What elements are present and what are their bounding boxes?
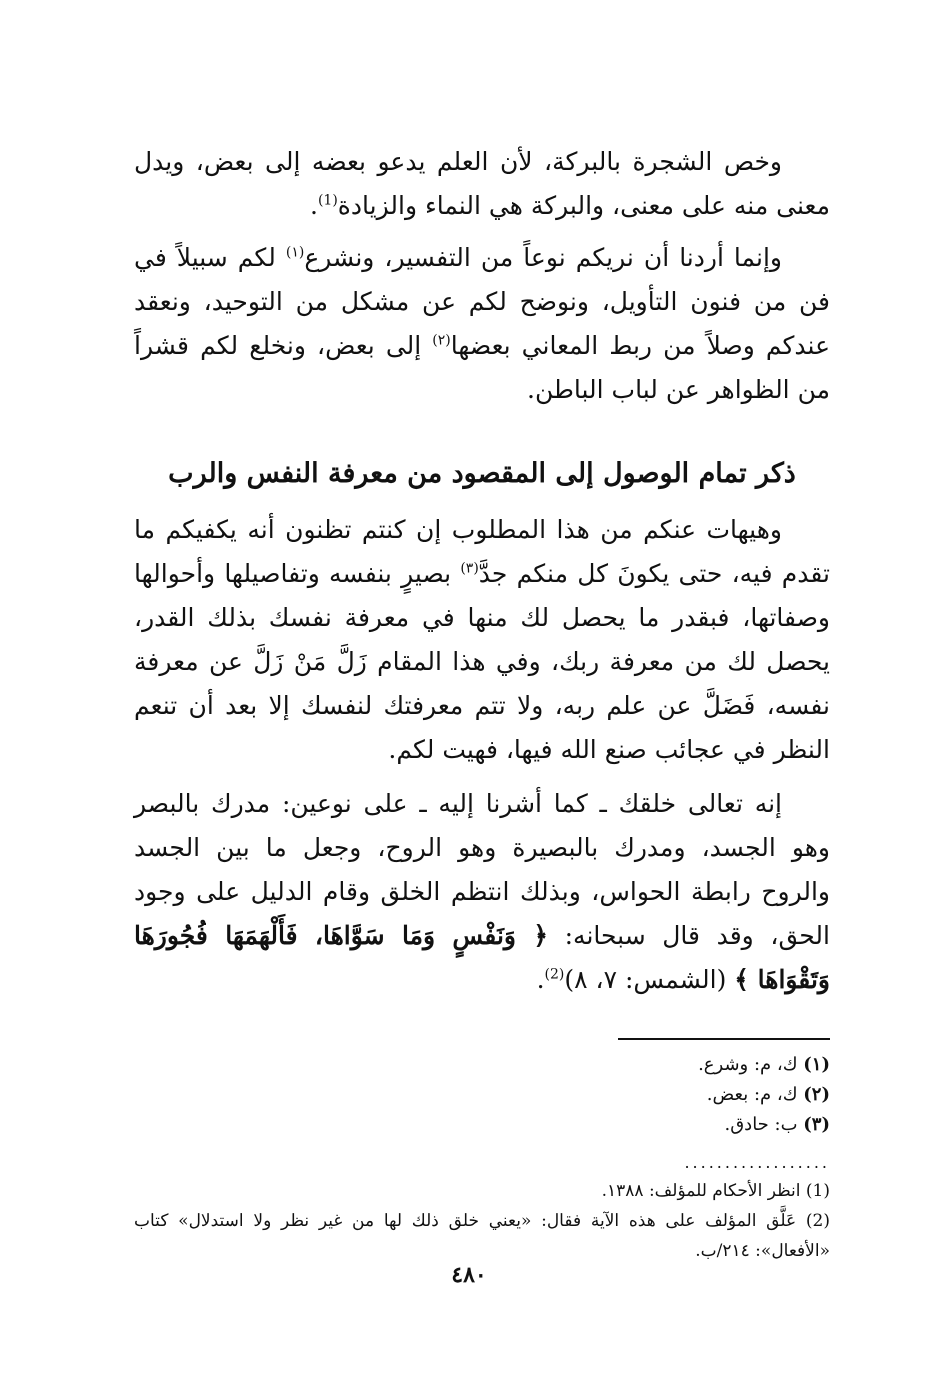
footnote-ref: (٢) — [432, 332, 451, 349]
footnote-ref: (1) — [317, 192, 338, 209]
footnote-text: ك، م: وشرع. — [698, 1054, 804, 1075]
verse-citation: (الشمس: ٧، ٨) — [564, 965, 735, 994]
paragraph-2 — [134, 236, 830, 412]
dotted-separator: .................. — [684, 1154, 830, 1172]
page-number: ٤٨٠ — [451, 1262, 487, 1288]
quran-verse: ﴿ وَنَفْسٍ وَمَا سَوَّاهَا، فَأَلْهَمَهَا فُجُورَهَا وَتَقْوَاهَا ﴾ — [134, 921, 830, 994]
paragraph-4 — [134, 782, 830, 1002]
author-footnote: (1) انظر الأحكام للمؤلف: ١٣٨٨. — [601, 1181, 830, 1201]
paragraph-4-text: إنه تعالى خلقك ـ كما أشرنا إليه ـ على نوعين: مدرك بالبصر وهو الجسد، ومدرك بالبصيرة وهو الروح، وجعل ما بين الجسد والروح رابطة الحواس، وبذلك انتظم الخلق وقام الدليل على وجود الحق، وقد قال سبحانه: — [134, 789, 830, 950]
section-heading: ذكر تمام الوصول إلى المقصود من معرفة النفس والرب — [168, 458, 796, 489]
footnote-text: ك، م: بعض. — [706, 1084, 804, 1105]
footnote-number: (١) — [803, 1054, 830, 1075]
footnote-ref: (٣) — [460, 560, 479, 577]
paragraph-2-text: وإنما أردنا أن نريكم نوعاً من التفسير، ونشرع — [304, 243, 782, 272]
paragraph-1-end: . — [309, 191, 318, 220]
paragraph-1 — [134, 140, 830, 228]
paragraph-1-text: وخص الشجرة بالبركة، لأن العلم يدعو بعضه إلى بعض، ويدل معنى منه على معنى، والبركة هي النماء والزيادة — [134, 147, 830, 220]
footnote-ref: (2) — [544, 966, 565, 983]
footnote-text: ب: حادق. — [724, 1114, 804, 1135]
paragraph-3-text: بصيرٍ بنفسه وتفاصيلها وأحوالها وصفاتها، فبقدر ما يحصل لك منها في معرفة نفسك بذلك القدر، يحصل لك من معرفة ربك، وفي هذا المقام زَلَّ مَنْ زَلَّ عن معرفة نفسه، فَضَلَّ عن علم ربه، ولا تتم معرفتك لنفسك إلا بعد أن تنعم النظر في عجائب صنع الله فيها، فهيت لكم. — [134, 559, 830, 764]
paragraph-3-text: وهيهات عنكم من هذا المطلوب إن كنتم تظنون أنه يكفيكم ما تقدم فيه، حتى يكونَ كل منكم جدَّ — [134, 515, 830, 588]
editor-footnote — [134, 1080, 830, 1110]
paragraph-4-end: . — [536, 965, 545, 994]
author-footnote: (2) عَلَّق المؤلف على هذه الآية فقال: «يعني خلق ذلك لها من غير نظر ولا استدلال» كتاب «الأفعال»: ٢١٤/ب. — [134, 1211, 830, 1261]
footnote-number: (٣) — [803, 1114, 830, 1135]
paragraph-3 — [134, 508, 830, 772]
paragraph-2-text: إلى بعض، ونخلع لكم قشراً من الظواهر عن لباب الباطن. — [134, 331, 830, 404]
paragraph-2-text: لكم سبيلاً في فن من فنون التأويل، ونوضح لكم عن مشكل من التوحيد، ونعقد عندكم وصلاً من ربط المعاني بعضها — [134, 243, 830, 360]
footnote-separator — [618, 1038, 830, 1040]
editor-footnote — [134, 1050, 830, 1080]
editor-footnote — [134, 1110, 830, 1140]
footnote-number: (٢) — [803, 1084, 830, 1105]
page-body — [134, 140, 830, 1374]
footnote-ref: (١) — [285, 244, 305, 261]
